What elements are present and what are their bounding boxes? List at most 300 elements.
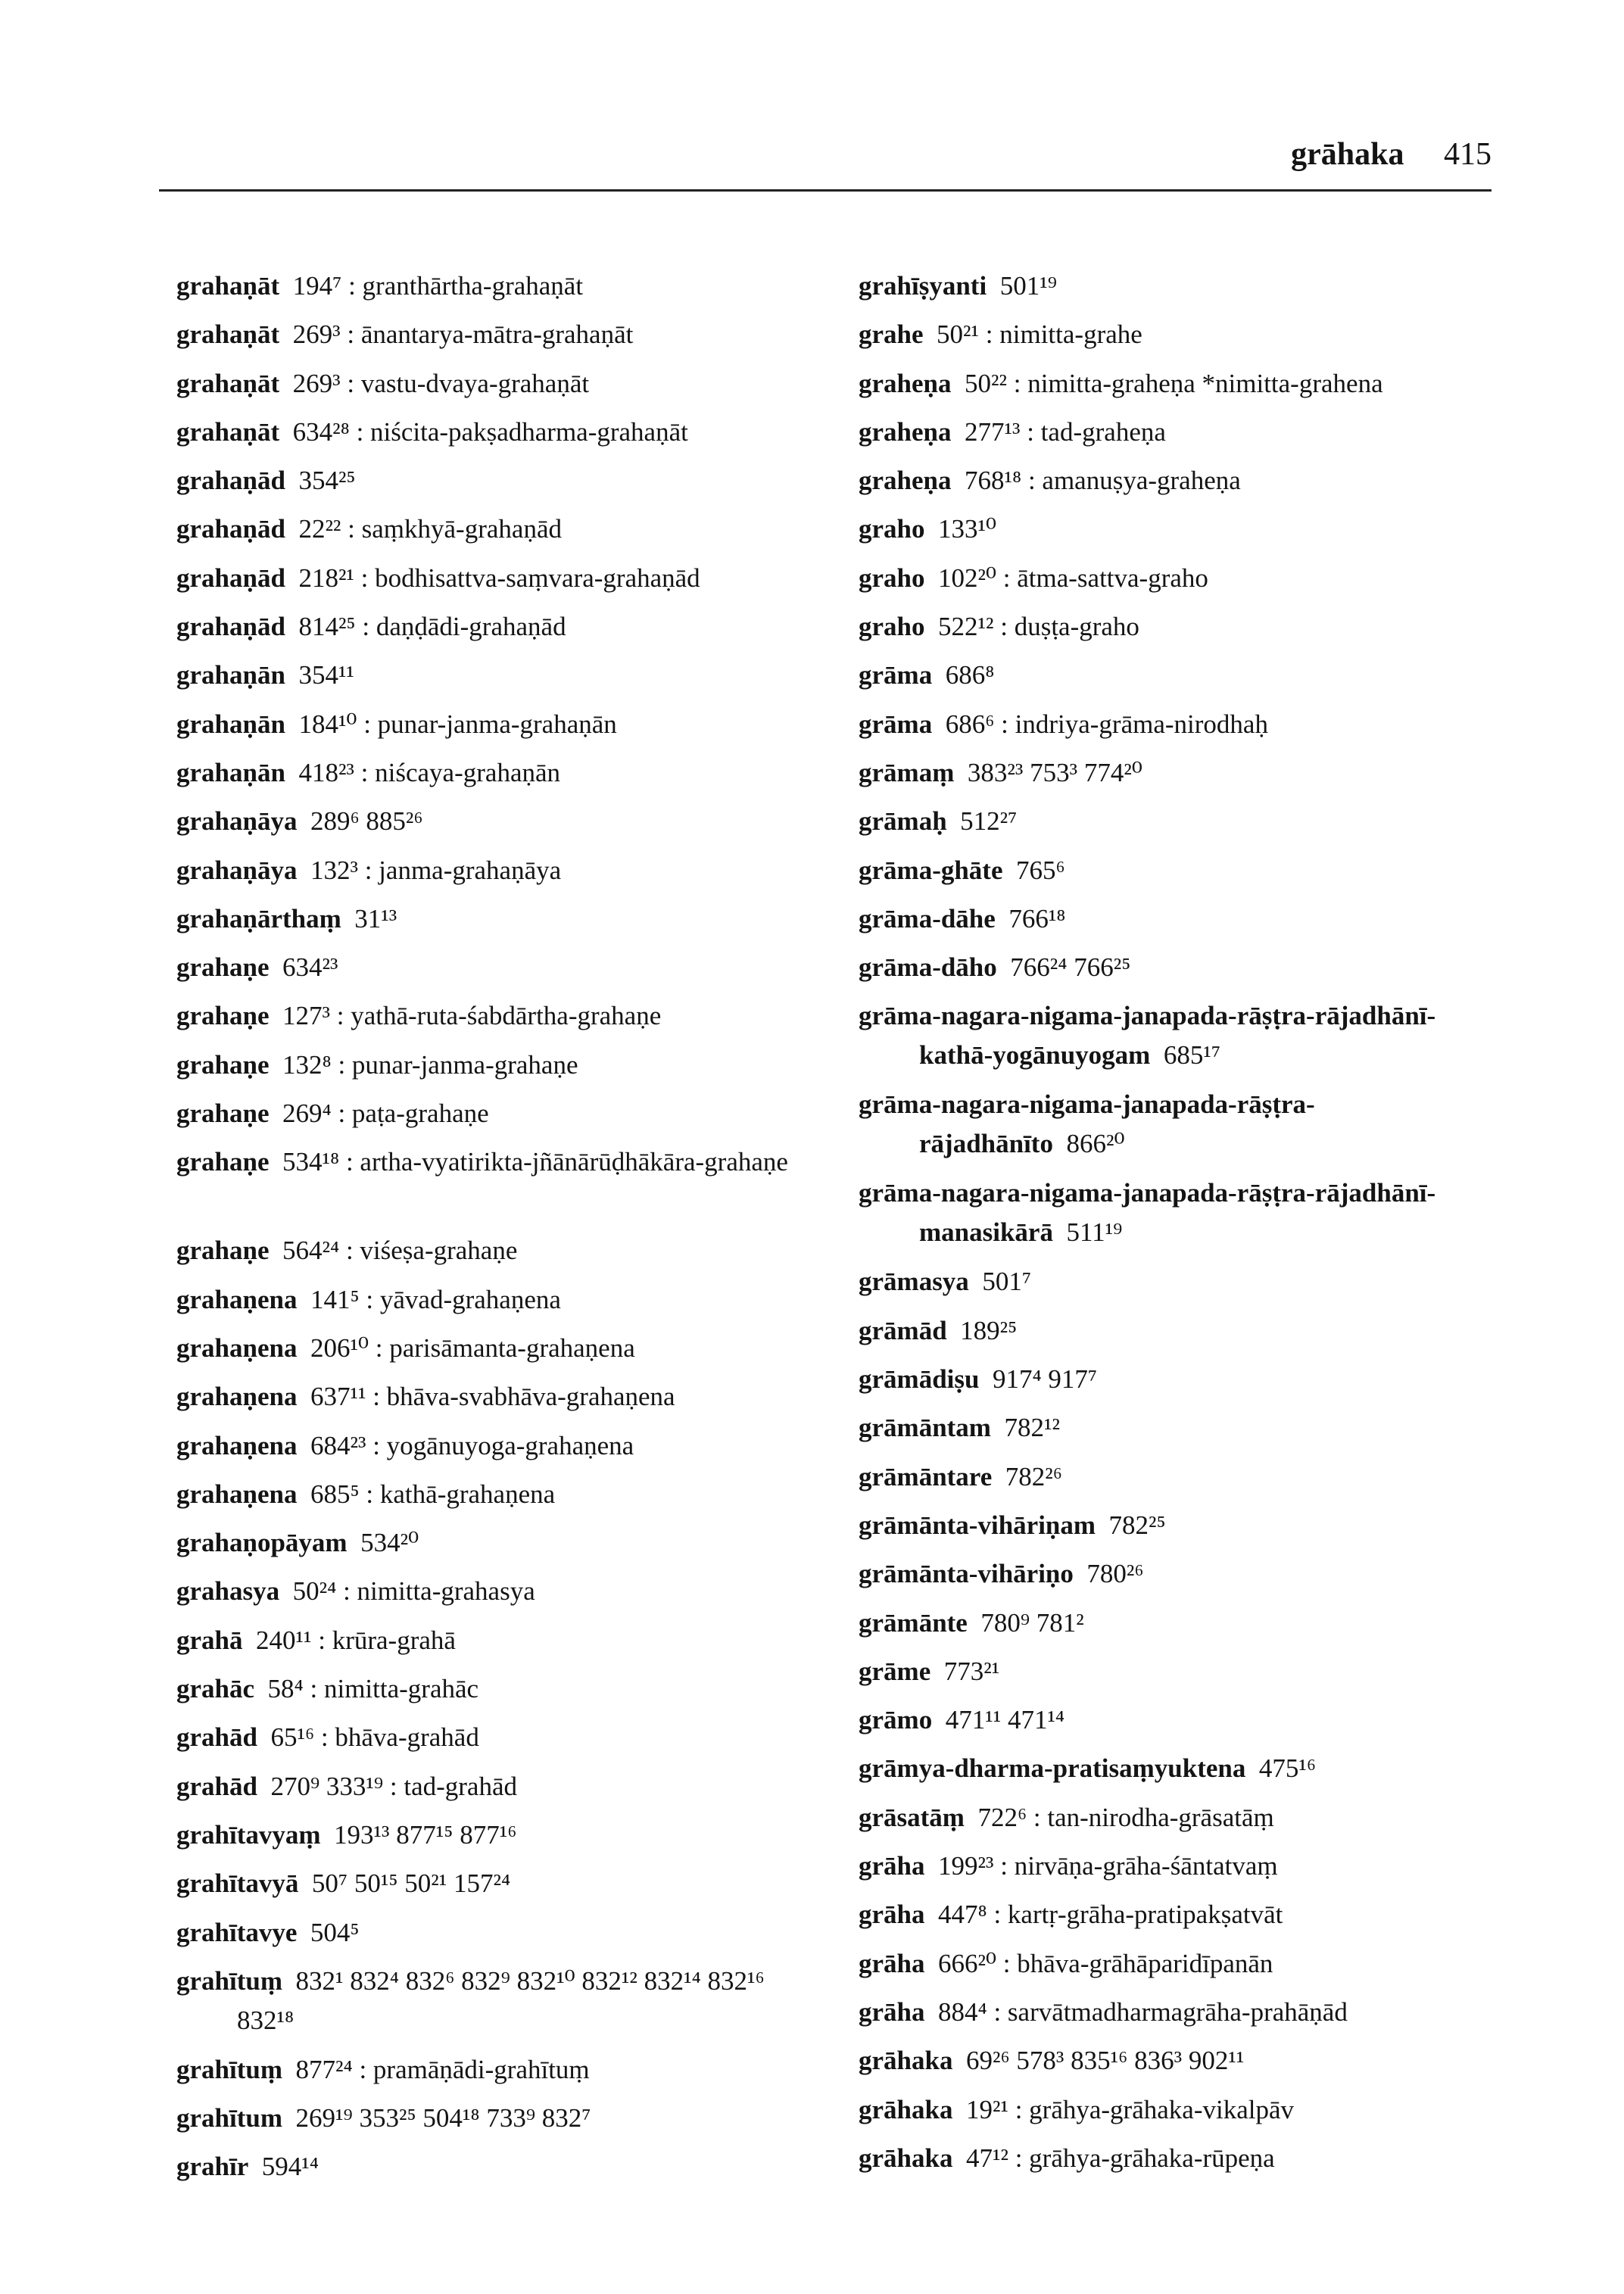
- index-entry: [859, 1554, 1502, 1603]
- index-entry: [176, 1913, 828, 1962]
- entry-headword: grahaṇārthaṃ: [176, 903, 341, 933]
- entry-headword: grahāc: [176, 1674, 255, 1704]
- entry-references: 884⁴ : sarvātmadharmagrāha-prahāṇād: [938, 1996, 1348, 2027]
- index-entry: [176, 364, 828, 413]
- entry-line: [859, 2139, 1502, 2178]
- index-entry: [176, 948, 828, 996]
- entry-references: 780⁹ 781²: [980, 1607, 1084, 1638]
- entry-line: [176, 1523, 828, 1563]
- index-entry: [176, 753, 828, 802]
- index-entry: [176, 1475, 828, 1523]
- page-header: [159, 121, 1492, 192]
- index-entry: [859, 1604, 1502, 1652]
- entry-references: 58⁴ : nimitta-grahāc: [267, 1674, 479, 1704]
- entry-headword: grāmānta-vihāriṇo: [859, 1559, 1074, 1589]
- entry-headword: grahaṇāt: [176, 368, 280, 398]
- index-entry: [176, 1142, 828, 1231]
- entry-line: [859, 1652, 1502, 1691]
- entry-references: 765⁶: [1016, 855, 1065, 885]
- index-entry: [859, 1085, 1502, 1173]
- entry-headword: grahād: [176, 1722, 257, 1753]
- entry-line: [176, 899, 828, 939]
- entry-headword: graho: [859, 514, 925, 544]
- entry-line: [176, 461, 828, 500]
- index-entry: [859, 2139, 1502, 2187]
- entry-line: [859, 1895, 1502, 1934]
- entry-line: [176, 948, 828, 987]
- entry-references: 511¹⁹: [1066, 1217, 1123, 1248]
- index-entry: [176, 1621, 828, 1669]
- entry-line: [859, 607, 1502, 647]
- index-entry: [859, 559, 1502, 607]
- entry-headword: grāmo: [859, 1705, 933, 1735]
- entry-headword: grāma: [859, 660, 933, 690]
- index-entry: [176, 315, 828, 363]
- entry-references: 218²¹ : bodhisattva-saṃvara-grahaṇād: [298, 563, 700, 593]
- entry-line: [176, 1280, 828, 1320]
- entry-references: 132³ : janma-grahaṇāya: [310, 855, 562, 885]
- entry-references: 269³ : vastu-dvaya-grahaṇāt: [292, 368, 590, 398]
- entry-references: 194⁷ : granthārtha-grahaṇāt: [292, 271, 584, 301]
- entry-headword: grāma-dāho: [859, 952, 997, 983]
- entry-references: 132⁸ : punar-janma-grahaṇe: [282, 1049, 578, 1080]
- index-entry: [176, 2050, 828, 2099]
- entry-headword: grāma-nagara-nigama-janapada-rāṣṭra-rājadhānī-kathā-yogānuyogam: [859, 1001, 1436, 1071]
- entry-line: [859, 2041, 1502, 2080]
- entry-line: [176, 1669, 828, 1709]
- entry-headword: grāma-dāhe: [859, 903, 996, 933]
- entry-references: 447⁸ : kartṛ-grāha-pratipakṣatvāt: [938, 1900, 1283, 1930]
- index-entry: [176, 1669, 828, 1718]
- entry-references: 866²⁰: [1066, 1129, 1125, 1159]
- entry-headword: grāha: [859, 1851, 925, 1881]
- entry-references: 471¹¹ 471¹⁴: [945, 1705, 1065, 1735]
- index-entry: [176, 461, 828, 510]
- index-entry: [176, 1962, 828, 2050]
- entry-headword: grahaṇe: [176, 1049, 270, 1080]
- entry-references: 184¹⁰ : punar-janma-grahaṇān: [298, 709, 617, 739]
- entry-headword: grahītuṃ: [176, 1965, 282, 1996]
- entry-line: [859, 1360, 1502, 1399]
- entry-references: 102²⁰ : ātma-sattva-graho: [938, 563, 1208, 593]
- index-entry: [176, 2099, 828, 2147]
- entry-line: [176, 851, 828, 890]
- entry-line: [176, 2050, 828, 2090]
- index-entry: [859, 899, 1502, 948]
- entry-references: 722⁶ : tan-nirodha-grāsatāṃ: [977, 1802, 1274, 1832]
- entry-headword: grahasya: [176, 1576, 280, 1607]
- index-entry: [859, 266, 1502, 315]
- index-entry: [176, 899, 828, 948]
- entry-line: [859, 1749, 1502, 1788]
- entry-references: 133¹⁰: [938, 514, 997, 544]
- entry-line: [176, 266, 828, 306]
- index-entry: [859, 1506, 1502, 1554]
- entry-headword: grahīr: [176, 2152, 249, 2182]
- entry-references: 564²⁴ : viśeṣa-grahaṇe: [282, 1236, 518, 1266]
- entry-headword: grahaṇe: [176, 1099, 270, 1129]
- entry-headword: grāma-nagara-nigama-janapada-rāṣṭra-rājadhānīto: [859, 1089, 1315, 1159]
- index-entry: [176, 656, 828, 704]
- index-entry: [176, 1816, 828, 1864]
- entry-line: [176, 1142, 828, 1182]
- entry-references: 270⁹ 333¹⁹ : tad-grahād: [270, 1771, 517, 1801]
- entry-headword: grahaṇe: [176, 1147, 270, 1177]
- entry-headword: grahītuṃ: [176, 2054, 282, 2084]
- entry-line: [859, 753, 1502, 793]
- entry-line: [176, 1718, 828, 1757]
- entry-line: [859, 315, 1502, 354]
- entry-line: [859, 1457, 1502, 1497]
- entry-headword: grāmānte: [859, 1607, 968, 1638]
- entry-references: 634²³: [282, 952, 338, 983]
- entry-references: 475¹⁶: [1258, 1753, 1317, 1784]
- entry-references: 684²³ : yogānuyoga-grahaṇena: [310, 1430, 634, 1460]
- entry-line: [176, 1046, 828, 1085]
- entry-references: 666²⁰ : bhāva-grāhāparidīpanān: [938, 1948, 1273, 1978]
- index-entry: [176, 1377, 828, 1426]
- entry-line: [176, 1231, 828, 1270]
- entry-references: 634²⁸ : niścita-pakṣadharma-grahaṇāt: [292, 416, 688, 447]
- entry-references: 269³ : ānantarya-mātra-grahaṇāt: [292, 319, 634, 350]
- entry-references: 773²¹: [943, 1656, 1000, 1686]
- entry-references: 686⁶ : indriya-grāma-nirodhaḥ: [945, 709, 1268, 739]
- index-entry: [859, 2041, 1502, 2090]
- entry-references: 782²⁶: [1005, 1461, 1062, 1491]
- entry-headword: grahaṇe: [176, 1236, 270, 1266]
- index-entry: [176, 1718, 828, 1766]
- index-entry: [176, 1280, 828, 1329]
- index-entry: [176, 802, 828, 850]
- entry-references: 354¹¹: [298, 660, 354, 690]
- entry-references: 22²² : saṃkhyā-grahaṇād: [298, 514, 562, 544]
- entry-headword: grahītavyā: [176, 1869, 299, 1899]
- entry-references: 69²⁶ 578³ 835¹⁶ 836³ 902¹¹: [965, 2046, 1245, 2076]
- entry-references: 141⁵ : yāvad-grahaṇena: [310, 1284, 561, 1314]
- entry-references: 199²³ : nirvāṇa-grāha-śāntatvaṃ: [938, 1851, 1278, 1881]
- entry-line: [176, 2147, 828, 2186]
- entry-headword: grāhaka: [859, 2094, 953, 2124]
- entry-line: [859, 364, 1502, 404]
- entry-line: [176, 315, 828, 354]
- entry-line: [176, 1329, 828, 1368]
- index-entry: [176, 1523, 828, 1572]
- index-entry: [859, 996, 1502, 1085]
- entry-headword: graheṇa: [859, 368, 952, 398]
- index-entry: [176, 996, 828, 1045]
- entry-headword: grāhaka: [859, 2046, 953, 2076]
- entry-references: 206¹⁰ : parisāmanta-grahaṇena: [310, 1332, 635, 1363]
- entry-headword: grāmaḥ: [859, 806, 947, 837]
- entry-line: [859, 413, 1502, 452]
- entry-references: 269⁴ : paṭa-grahaṇe: [282, 1099, 489, 1129]
- entry-headword: grāmād: [859, 1315, 947, 1345]
- entry-references: 522¹² : duṣṭa-graho: [938, 612, 1139, 642]
- entry-headword: grāmya-dharma-pratisaṃyuktena: [859, 1753, 1246, 1784]
- entry-headword: graho: [859, 563, 925, 593]
- entry-headword: grahītavyaṃ: [176, 1819, 321, 1850]
- entry-headword: grāhaka: [859, 2143, 953, 2173]
- entry-line: [176, 364, 828, 404]
- entry-line: [859, 1311, 1502, 1351]
- entry-references: 814²⁵ : daṇḍādi-grahaṇād: [298, 612, 566, 642]
- entry-line: [176, 1767, 828, 1806]
- entry-line: [859, 461, 1502, 500]
- entry-headword: grāmaṃ: [859, 757, 955, 787]
- entry-references: 685¹⁷: [1163, 1040, 1221, 1071]
- index-entry: [859, 1457, 1502, 1506]
- entry-references: 127³ : yathā-ruta-śabdārtha-grahaṇe: [282, 1001, 662, 1031]
- index-entry: [176, 559, 828, 607]
- entry-headword: grahaṇāt: [176, 416, 280, 447]
- entry-references: 383²³ 753³ 774²⁰: [967, 757, 1142, 787]
- entry-headword: grahaṇān: [176, 757, 285, 787]
- entry-line: [859, 656, 1502, 695]
- index-entry: [859, 2090, 1502, 2139]
- entry-headword: grahītum: [176, 2103, 282, 2133]
- entry-line: [859, 266, 1502, 306]
- entry-references: 534²⁰: [360, 1528, 419, 1558]
- entry-headword: grahaṇāt: [176, 271, 280, 301]
- index-entry: [859, 948, 1502, 996]
- entry-line: [176, 656, 828, 695]
- entry-headword: grahaṇopāyam: [176, 1528, 348, 1558]
- entry-references: 65¹⁶ : bhāva-grahād: [270, 1722, 479, 1753]
- index-entry: [176, 510, 828, 558]
- entry-line: [859, 1554, 1502, 1594]
- entry-references: 47¹² : grāhya-grāhaka-rūpeṇa: [965, 2143, 1275, 2173]
- entry-line: [176, 559, 828, 598]
- index-entry: [859, 510, 1502, 558]
- index-entry: [859, 851, 1502, 899]
- entry-headword: grahe: [859, 319, 924, 350]
- index-entry: [859, 315, 1502, 363]
- entry-line: [859, 899, 1502, 939]
- running-headword: grāhaka: [1291, 137, 1404, 172]
- entry-references: 917⁴ 917⁷: [992, 1364, 1098, 1395]
- index-entry: [859, 1944, 1502, 1993]
- index-entry: [859, 1847, 1502, 1895]
- entry-line: [176, 510, 828, 549]
- entry-headword: graheṇa: [859, 466, 952, 496]
- index-entry: [176, 266, 828, 315]
- right-column: [859, 266, 1502, 2187]
- entry-references: 768¹⁸ : amanuṣya-graheṇa: [965, 466, 1241, 496]
- index-entry: [859, 1311, 1502, 1360]
- entry-headword: grahā: [176, 1625, 243, 1655]
- entry-line: [859, 802, 1502, 841]
- entry-line: [176, 2099, 828, 2138]
- index-entry: [859, 1652, 1502, 1700]
- entry-headword: grāsatāṃ: [859, 1802, 965, 1832]
- entry-headword: grāha: [859, 1948, 925, 1978]
- entry-headword: grahaṇād: [176, 514, 285, 544]
- entry-line: [859, 1847, 1502, 1886]
- entry-references: 19²¹ : grāhya-grāhaka-vikalpāv: [965, 2094, 1294, 2124]
- entry-line: [859, 1798, 1502, 1837]
- entry-headword: grahaṇād: [176, 612, 285, 642]
- entry-references: 240¹¹ : krūra-grahā: [256, 1625, 456, 1655]
- entry-references: 50²² : nimitta-graheṇa *nimitta-grahena: [965, 368, 1383, 398]
- running-head: [1291, 136, 1492, 173]
- entry-headword: grahītavye: [176, 1917, 298, 1947]
- entry-headword: grahaṇena: [176, 1332, 298, 1363]
- entry-line: [176, 1621, 828, 1660]
- entry-headword: grahād: [176, 1771, 257, 1801]
- entry-headword: grāme: [859, 1656, 931, 1686]
- entry-references: 504⁵: [310, 1917, 360, 1947]
- entry-line: [176, 705, 828, 744]
- index-entry: [859, 364, 1502, 413]
- entry-headword: grahaṇena: [176, 1430, 298, 1460]
- index-entry: [176, 1046, 828, 1094]
- entry-line: [176, 1962, 828, 2040]
- index-entry: [176, 1767, 828, 1816]
- index-entry: [176, 1094, 828, 1142]
- index-entry: [859, 1895, 1502, 1943]
- entry-line: [176, 753, 828, 793]
- index-entry: [176, 1572, 828, 1620]
- entry-references: 50²⁴ : nimitta-grahasya: [292, 1576, 535, 1607]
- entry-references: 354²⁵: [298, 466, 356, 496]
- index-entry: [859, 461, 1502, 510]
- entry-references: 766²⁴ 766²⁵: [1010, 952, 1131, 983]
- entry-line: [859, 1944, 1502, 1984]
- entry-line: [859, 948, 1502, 987]
- entry-references: 193¹³ 877¹⁵ 877¹⁶: [334, 1819, 517, 1850]
- entry-references: 782²⁵: [1108, 1510, 1166, 1540]
- entry-references: 512²⁷: [960, 806, 1018, 837]
- entry-line: [176, 607, 828, 647]
- entry-references: 418²³ : niścaya-grahaṇān: [298, 757, 561, 787]
- entry-headword: grāma: [859, 709, 933, 739]
- entry-headword: grahaṇena: [176, 1382, 298, 1412]
- entry-headword: grahaṇāya: [176, 855, 298, 885]
- entry-references: 877²⁴ : pramāṇādi-grahītuṃ: [295, 2054, 590, 2084]
- entry-references: 766¹⁸: [1008, 903, 1066, 933]
- index-entry: [859, 413, 1502, 461]
- index-entry: [859, 705, 1502, 753]
- entry-line: [859, 705, 1502, 744]
- entry-line: [176, 996, 828, 1036]
- entry-headword: grāmāntare: [859, 1461, 993, 1491]
- index-entry: [176, 1231, 828, 1279]
- index-entry: [859, 1408, 1502, 1457]
- entry-references: 685⁵ : kathā-grahaṇena: [310, 1479, 556, 1509]
- entry-line: [176, 1426, 828, 1466]
- entry-references: 31¹³: [354, 903, 397, 933]
- index-entry: [176, 607, 828, 656]
- entry-references: 189²⁵: [960, 1315, 1018, 1345]
- entry-references: 277¹³ : tad-graheṇa: [965, 416, 1166, 447]
- entry-references: 637¹¹ : bhāva-svabhāva-grahaṇena: [310, 1382, 675, 1412]
- entry-headword: grāmāntam: [859, 1413, 991, 1443]
- index-entry: [859, 1360, 1502, 1408]
- entry-headword: grāma-ghāte: [859, 855, 1003, 885]
- entry-headword: grāmasya: [859, 1267, 969, 1297]
- index-entry: [176, 1864, 828, 1912]
- entry-line: [176, 1572, 828, 1611]
- index-entry: [859, 1700, 1502, 1749]
- entry-headword: grahaṇān: [176, 660, 285, 690]
- index-entry: [859, 607, 1502, 656]
- entry-line: [859, 1506, 1502, 1545]
- entry-references: 501⁷: [982, 1267, 1032, 1297]
- entry-line: [859, 1993, 1502, 2032]
- entry-headword: grahīṣyanti: [859, 271, 987, 301]
- entry-references: 534¹⁸ : artha-vyatirikta-jñānārūḍhākāra-grahaṇe: [282, 1147, 788, 1177]
- index-entry: [176, 2147, 828, 2196]
- index-entry: [176, 1329, 828, 1377]
- index-entry: [176, 413, 828, 461]
- index-entry: [176, 705, 828, 753]
- index-entry: [859, 802, 1502, 850]
- index-entry: [176, 851, 828, 899]
- entry-headword: grahaṇe: [176, 1001, 270, 1031]
- page-number: 415: [1444, 137, 1492, 172]
- entry-headword: grāha: [859, 1900, 925, 1930]
- entry-line: [176, 802, 828, 841]
- entry-line: [859, 1085, 1502, 1164]
- entry-line: [176, 1094, 828, 1133]
- entry-headword: grahaṇād: [176, 466, 285, 496]
- entry-references: 686⁸: [945, 660, 995, 690]
- entry-line: [176, 413, 828, 452]
- entry-headword: graheṇa: [859, 416, 952, 447]
- index-entry: [859, 753, 1502, 802]
- entry-headword: grahaṇāya: [176, 806, 298, 837]
- entry-references: 50⁷ 50¹⁵ 50²¹ 157²⁴: [311, 1869, 511, 1899]
- entry-line: [859, 1408, 1502, 1448]
- entry-headword: grāha: [859, 1996, 925, 2027]
- index-entry: [859, 1262, 1502, 1311]
- index-entry: [859, 1173, 1502, 1262]
- entry-references: 832¹ 832⁴ 832⁶ 832⁹ 832¹⁰ 832¹² 832¹⁴ 832¹⁶ 832¹⁸: [237, 1965, 765, 2035]
- entry-headword: grahaṇena: [176, 1479, 298, 1509]
- index-entry: [859, 1993, 1502, 2041]
- entry-headword: graho: [859, 612, 925, 642]
- entry-line: [176, 1475, 828, 1514]
- entry-headword: grahaṇe: [176, 952, 270, 983]
- entry-headword: grāmādiṣu: [859, 1364, 980, 1395]
- entry-line: [176, 1913, 828, 1953]
- entry-line: [859, 1604, 1502, 1643]
- entry-line: [176, 1864, 828, 1903]
- entry-headword: grahaṇena: [176, 1284, 298, 1314]
- entry-line: [859, 1173, 1502, 1252]
- entry-references: 50²¹ : nimitta-grahe: [937, 319, 1142, 350]
- index-entry: [859, 656, 1502, 704]
- entry-references: 269¹⁹ 353²⁵ 504¹⁸ 733⁹ 832⁷: [295, 2103, 591, 2133]
- left-column: [176, 266, 828, 2196]
- entry-headword: grāmānta-vihāriṇam: [859, 1510, 1096, 1540]
- index-entry: [859, 1749, 1502, 1797]
- entry-headword: grahaṇād: [176, 563, 285, 593]
- entry-line: [859, 1262, 1502, 1301]
- index-entry: [859, 1798, 1502, 1847]
- entry-references: 780²⁶: [1086, 1559, 1144, 1589]
- entry-headword: grāma-nagara-nigama-janapada-rāṣṭra-rājadhānī-manasikārā: [859, 1178, 1436, 1248]
- entry-references: 501¹⁹: [999, 271, 1057, 301]
- entry-line: [859, 2090, 1502, 2130]
- entry-references: 289⁶ 885²⁶: [310, 806, 423, 837]
- entry-line: [176, 1377, 828, 1417]
- entry-references: 594¹⁴: [261, 2152, 319, 2182]
- entry-line: [859, 559, 1502, 598]
- entry-line: [859, 996, 1502, 1075]
- entry-headword: grahaṇāt: [176, 319, 280, 350]
- entry-line: [859, 510, 1502, 549]
